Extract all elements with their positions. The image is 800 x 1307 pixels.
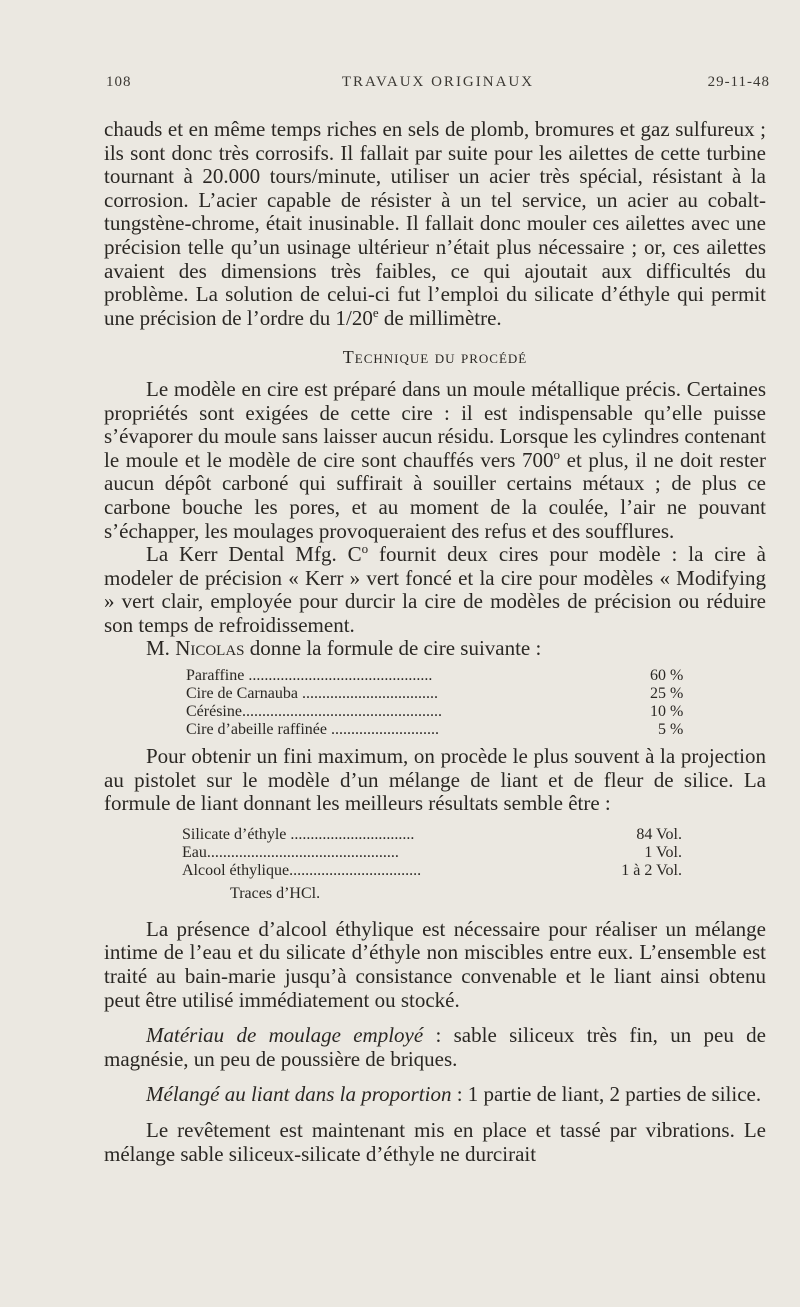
table-row: Cérésine.................................................. 10 % [186,703,684,721]
running-title: TRAVAUX ORIGINAUX [341,74,535,90]
paragraph-4: M. Nicolas donne la formule de cire suivante : [146,636,542,661]
table-row: Paraffine .............................................. 60 % [186,667,684,685]
article-body [104,118,766,1166]
running-header [106,74,770,98]
issue-date: 29-11-48 [707,74,770,90]
traces-note: Traces d’HCl. [230,884,321,902]
paragraph-3: La Kerr Dental Mfg. $C^o$ fournit deux cires pour modèle : la cire à modeler de précision « Kerr » vert foncé et la cire pour modèles « Modifying » vert clair, employée pour durcir la cire de modèles de précision ou réduire son temps de refroidissement. [104,541,766,637]
paragraph-9: Le revêtement est maintenant mis en place et tassé par vibrations. Le mélange sable siliceux-silicate d’éthyle ne durcirait [104,1118,766,1166]
table-row: Cire d’abeille raffinée ........................... 5 % [186,721,684,739]
section-heading: Technique du procédé [342,347,528,368]
paragraph-8: Mélangé au liant dans la proportion : 1 partie de liant, 2 parties de silice. [146,1082,762,1107]
table-row: Cire de Carnauba .................................. 25 % [186,685,684,703]
paragraph-6: La présence d’alcool éthylique est nécessaire pour réaliser un mélange intime de l’eau et du silicate d’éthyle non miscibles entre eux. L’ensemble est traité au bain-marie jusqu’à consistance convenable et le liant ainsi obtenu peut être utilisé immédiatement ou stocké. [104,916,766,1012]
wax-formula-table [186,667,683,739]
binder-formula-table [182,826,682,880]
table-row: Silicate d’éthyle ............................... 84 Vol. [182,825,682,843]
paragraph-1: chauds et en même temps riches en sels de plomb, bromures et gaz sulfureux ; ils sont donc très corrosifs. Il fallait par suite pour les ailettes de cette turbine tournant à 20.000 tours/minute, utiliser un acier très spécial, résistant à la corrosion. L’acier capable de résister à un tel service, un acier au cobalt-tungstène-chrome, était inusinable. Il fallait donc mouler ces ailettes avec une précision telle qu’un usinage ultérieur n’était plus nécessaire ; or, ces ailettes avaient des dimensions très faibles, ce qui ajoutait aux difficultés du problème. La solution de celui-ci fut l’emploi du silicate d’éthyle qui permit une précision de l’ordre du 1/20e de millimètre. [104,117,766,330]
paragraph-5: Pour obtenir un fini maximum, on procède le plus souvent à la projection au pistolet sur le modèle d’un mélange de liant et de fleur de silice. La formule de liant donnant les meilleurs résultats semble être : [104,744,766,816]
table-row: Eau................................................ 1 Vol. [182,843,682,861]
page-number: 108 [106,74,132,90]
table-row: Alcool éthylique................................. 1 à 2 Vol. [182,861,682,879]
paragraph-2: Le modèle en cire est préparé dans un moule métallique précis. Certaines propriétés sont exigées de cette cire : il est indispensable qu’elle puisse s’évaporer du moule sans laisser aucun résidu. Lorsque les cylindres contenant le moule et le modèle de cire sont chauffés vers 700$^o$ et plus, il ne doit rester aucun dépôt carboné qui suffirait à souiller certains métaux ; de plus ce carbone bouche les pores, et au moment de la coulée, l’air ne pouvant s’échapper, les moulages provoqueraient des refus et des soufflures. [104,376,766,543]
paragraph-7: Matériau de moulage employé : sable siliceux très fin, un peu de magnésie, un peu de poussière de briques. [104,1023,766,1071]
